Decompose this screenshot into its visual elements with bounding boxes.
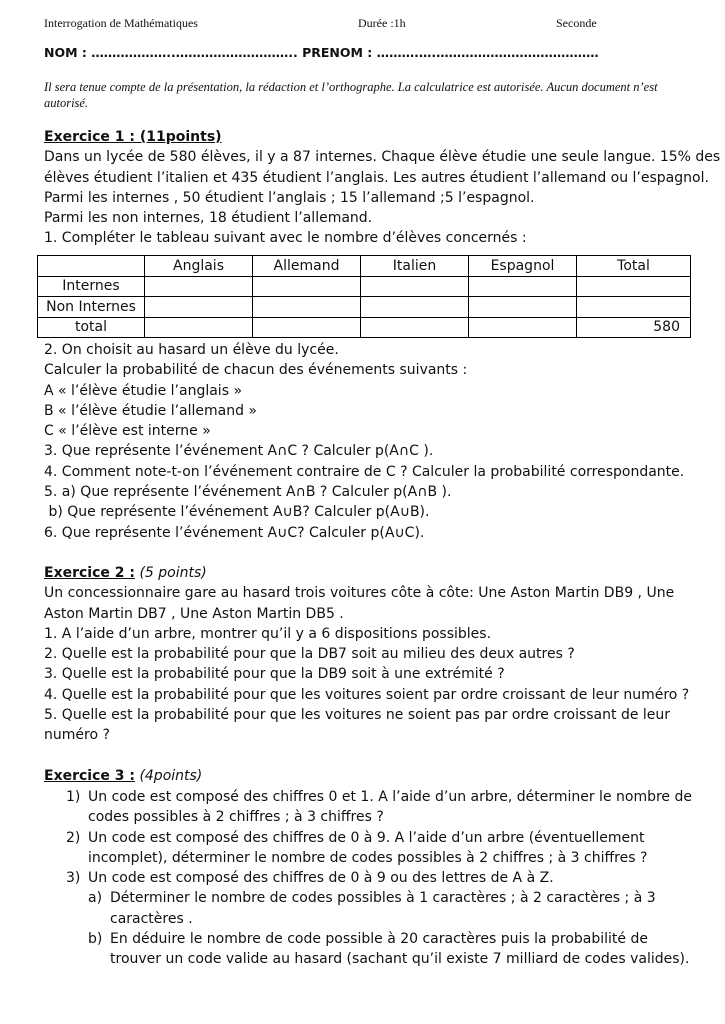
- table-cell: [253, 297, 361, 318]
- table-row: [38, 276, 691, 297]
- exercise-3-heading: [44, 766, 684, 786]
- exercise-2-line: 2. Quelle est la probabilité pour que la DB7 soit au milieu des deux autres ?: [44, 646, 575, 663]
- sub-list-item-letter: a): [88, 890, 103, 907]
- exercise-2-line: 5. Quelle est la probabilité pour que les voitures ne soient pas par ordre croissant de leur: [44, 707, 671, 724]
- list-item-line: Un code est composé des chiffres de 0 à 9. A l’aide d’un arbre (éventuellement: [88, 829, 645, 846]
- table-row-label: Non Internes: [38, 297, 145, 318]
- list-item-number: 3): [66, 870, 81, 887]
- exercise-2-heading: [44, 563, 684, 583]
- table-header-cell: [38, 256, 145, 277]
- list-item-number: 1): [66, 789, 81, 805]
- question-line: A « l’élève étudie l’anglais »: [44, 382, 243, 399]
- sub-list-item: [88, 929, 690, 970]
- table-row-label: Internes: [38, 276, 145, 297]
- sub-list-item-line: Déterminer le nombre de codes possibles à 1 caractères ; à 2 caractères ; à 3: [110, 890, 656, 907]
- header-subject: Interrogation de Mathématiques: [44, 16, 198, 30]
- table-cell: [253, 317, 361, 338]
- table-cell: [145, 317, 253, 338]
- exercise-2-line: 4. Quelle est la probabilité pour que les voitures soient par ordre croissant de leur numéro ?: [44, 686, 690, 703]
- table-cell: [577, 276, 691, 297]
- table-header-cell: Espagnol: [469, 256, 577, 277]
- header-class: Seconde: [556, 16, 597, 30]
- students-table: [37, 255, 691, 338]
- table-header-cell: Allemand: [253, 256, 361, 277]
- list-item: [66, 868, 686, 888]
- question-line: 4. Comment note-t-on l’événement contraire de C ? Calculer la probabilité correspondante.: [44, 463, 685, 480]
- question-line: B « l’élève étudie l’allemand »: [44, 402, 257, 419]
- table-cell: [469, 276, 577, 297]
- table-cell: [577, 297, 691, 318]
- table-cell: [145, 297, 253, 318]
- exercise-1-line: Parmi les internes , 50 étudient l’anglais ; 15 l’allemand ;5 l’espagnol.: [44, 189, 535, 206]
- question-line: 3. Que représente l’événement A∩C ? Calculer p(A∩C ).: [44, 443, 434, 460]
- table-row: [38, 297, 691, 318]
- exercise-1-line: Dans un lycée de 580 élèves, il y a 87 internes. Chaque élève étudie une seule langue. 15% des: [44, 149, 721, 166]
- list-item-line: Un code est composé des chiffres de 0 à 9 ou des lettres de A à Z.: [88, 870, 554, 887]
- exercise-1-questions: [44, 340, 684, 543]
- exercise-3-list: [66, 787, 692, 970]
- question-line: C « l’élève est interne »: [44, 423, 211, 440]
- exercise-1-line: Parmi les non internes, 18 étudient l’allemand.: [44, 210, 373, 227]
- list-item: [66, 828, 686, 869]
- question-line: Calculer la probabilité de chacun des événements suivants :: [44, 362, 468, 379]
- table-row-label: total: [38, 317, 145, 338]
- exercise-3-heading-line: [44, 766, 684, 786]
- table-header-row: [38, 256, 691, 277]
- exercise-2-title: Exercice 2 :: [44, 565, 135, 581]
- question-line: 2. On choisit au hasard un élève du lycée.: [44, 342, 339, 358]
- exercise-2-points: (5 points): [139, 565, 207, 581]
- exercise-3-points: (4points): [139, 768, 203, 784]
- exercise-2-line: Un concessionnaire gare au hasard trois voitures côte à côte: Une Aston Martin DB9 , Une: [44, 585, 675, 602]
- list-item-number: 2): [66, 829, 81, 846]
- exercise-2-line: numéro ?: [44, 727, 110, 744]
- table-cell: [469, 317, 577, 338]
- table-cell: [361, 317, 469, 338]
- table-header-cell: Total: [577, 256, 691, 277]
- table-header-cell: Italien: [361, 256, 469, 277]
- table-row: [38, 317, 691, 338]
- exercise-1-title: Exercice 1 : (11points): [44, 129, 222, 145]
- list-item-line: incomplet), déterminer le nombre de codes possibles à 2 chiffres ; à 3 chiffres ?: [88, 849, 648, 866]
- exercise-1-line: élèves étudient l’italien et 435 étudient l’anglais. Les autres étudient l’allemand ou l’espagnol.: [44, 169, 709, 186]
- name-line: NOM : ………………..……………………….. PRENOM : ……….….…………………………………: [44, 45, 599, 60]
- sub-list-item-line: caractères .: [110, 910, 193, 927]
- question-line: 5. a) Que représente l’événement A∩B ? Calculer p(A∩B ).: [44, 484, 452, 501]
- sub-list-item-line: trouver un code valide au hasard (sachant qu’il existe 7 milliard de codes valides).: [110, 951, 690, 968]
- exercise-2-line: 3. Quelle est la probabilité pour que la DB9 soit à une extrémité ?: [44, 666, 505, 683]
- table-header-cell: Anglais: [145, 256, 253, 277]
- table-cell: [361, 297, 469, 318]
- table-cell: [253, 276, 361, 297]
- exercise-1-intro: [44, 127, 721, 249]
- sub-list-item-letter: b): [88, 931, 103, 948]
- table-cell: [145, 276, 253, 297]
- exercise-3-title: Exercice 3 :: [44, 768, 135, 784]
- question-line: b) Que représente l’événement A∪B? Calculer p(A∪B).: [44, 504, 430, 521]
- header-duration: Durée :1h: [358, 16, 406, 30]
- list-item-line: codes possibles à 2 chiffres ; à 3 chiffres ?: [88, 809, 384, 826]
- exercise-2-line: 1. A l’aide d’un arbre, montrer qu’il y a 6 dispositions possibles.: [44, 625, 492, 642]
- list-item-line: Un code est composé des chiffres 0 et 1. A l’aide d’un arbre, déterminer le nombre de: [88, 789, 692, 805]
- exercise-2: [44, 563, 690, 746]
- list-item: [66, 787, 692, 828]
- table-cell-total: 580: [577, 317, 691, 338]
- intro-instructions: Il sera tenue compte de la présentation, la rédaction et l’orthographe. La calculatrice est autorisée. Aucun document n’est autorisé.: [44, 80, 658, 110]
- sub-list-item-line: En déduire le nombre de code possible à 20 caractères puis la probabilité de: [110, 931, 648, 948]
- table-cell: [361, 276, 469, 297]
- question-line: 6. Que représente l’événement A∪C? Calculer p(A∪C).: [44, 524, 425, 541]
- exercise-2-line: Aston Martin DB7 , Une Aston Martin DB5 .: [44, 605, 344, 622]
- table-cell: [469, 297, 577, 318]
- sub-list-item: [88, 888, 686, 929]
- exercise-1-line: 1. Compléter le tableau suivant avec le nombre d’élèves concernés :: [44, 230, 527, 247]
